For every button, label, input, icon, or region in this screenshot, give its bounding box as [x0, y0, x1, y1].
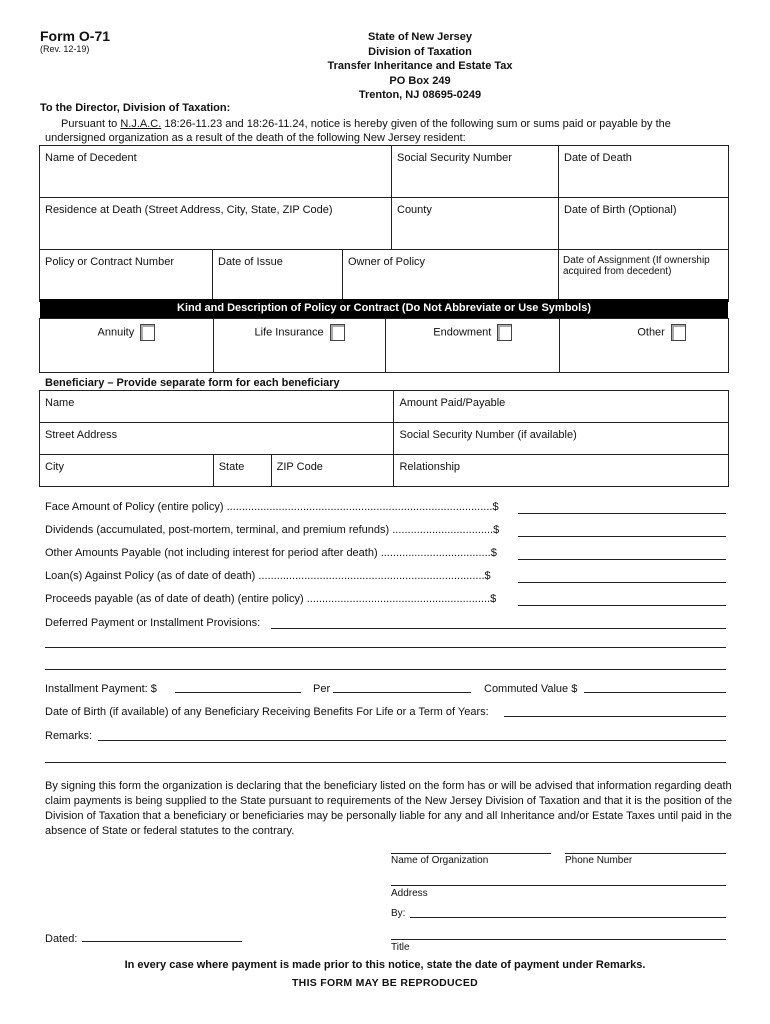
- ssn-label: Social Security Number: [397, 152, 512, 164]
- agency-line: Trenton, NJ 08695-0249: [358, 89, 482, 101]
- beneficiary-title: Beneficiary – Provide separate form for each beneficiary: [45, 377, 340, 389]
- city-field[interactable]: [40, 455, 214, 487]
- street-address-label: Street Address: [45, 429, 118, 441]
- other-checkbox[interactable]: [671, 324, 686, 341]
- remarks-label: Remarks:: [45, 730, 93, 742]
- date-of-assignment-field[interactable]: [559, 250, 729, 302]
- owner-label: Owner of Policy: [348, 256, 426, 268]
- state-field[interactable]: [213, 455, 271, 487]
- dob-label: Date of Birth (Optional): [564, 204, 677, 216]
- agency-address: [250, 30, 590, 103]
- decedent-name-label: Name of Decedent: [45, 152, 137, 164]
- installment-label: Installment Payment: $: [45, 683, 157, 695]
- decedent-name-field[interactable]: [40, 146, 392, 198]
- installment-line[interactable]: [175, 692, 301, 693]
- title-line[interactable]: [391, 939, 726, 940]
- per-line[interactable]: [333, 692, 471, 693]
- signing-declaration: By signing this form the organization is declaring that the beneficiary listed on the form has or will be advised that information regarding death claim payments is being supplied to the State pursuant to requirements of the New Jersey Division of Taxation and that it is the position of the Division of Taxation that a beneficiary or beneficiaries may be personally liable for any and all Inheritance and/or Estate Taxes until paid in the absence of State or federal statutes to the contrary.: [45, 780, 733, 837]
- org-name-label: Name of Organization: [391, 855, 489, 866]
- beneficiary-table: [39, 390, 729, 487]
- dated-label: Dated:: [45, 933, 78, 945]
- policy-number-field[interactable]: [40, 250, 213, 302]
- loans-label: Loan(s) Against Policy (as of date of death) ..........................................................................$: [45, 570, 491, 582]
- deferred-label: Deferred Payment or Installment Provisions:: [45, 617, 261, 629]
- county-field[interactable]: [392, 198, 559, 250]
- city-label: City: [45, 461, 64, 473]
- revision-date: (Rev. 12-19): [40, 44, 90, 54]
- beneficiary-ssn-label: Social Security Number (if available): [399, 429, 577, 441]
- face-amount-label: Face Amount of Policy (entire policy) .......................................................................................$: [45, 501, 499, 513]
- residence-label: Residence at Death (Street Address, City, State, ZIP Code): [45, 204, 333, 216]
- by-line[interactable]: [410, 917, 726, 918]
- njac-reference: N.J.A.C.: [120, 118, 162, 130]
- other-amounts-line[interactable]: [518, 559, 726, 560]
- ssn-field[interactable]: [392, 146, 559, 198]
- relationship-label: Relationship: [399, 461, 461, 473]
- address-label: Address: [391, 888, 428, 899]
- loans-line[interactable]: [518, 582, 726, 583]
- life-insurance-label: Life Insurance: [254, 326, 324, 339]
- dob-field[interactable]: [559, 198, 729, 250]
- annuity-checkbox[interactable]: [140, 324, 155, 341]
- life-insurance-checkbox[interactable]: [330, 324, 345, 341]
- beneficiary-ssn-field[interactable]: [394, 423, 729, 455]
- by-label: By:: [391, 908, 406, 919]
- per-label: Per: [313, 683, 331, 695]
- commuted-value-line[interactable]: [584, 692, 726, 693]
- other-option: [560, 319, 729, 373]
- life-insurance-option: [213, 319, 386, 373]
- proceeds-label: Proceeds payable (as of date of death) (entire policy) ............................................................$: [45, 593, 497, 605]
- agency-line: Transfer Inheritance and Estate Tax: [327, 60, 513, 72]
- beneficiary-name-label: Name: [45, 397, 75, 409]
- county-label: County: [397, 204, 432, 216]
- deferred-line-1[interactable]: [271, 628, 726, 629]
- phone-line[interactable]: [565, 853, 726, 854]
- relationship-field[interactable]: [394, 455, 729, 487]
- policy-kind-banner: Kind and Description of Policy or Contract (Do Not Abbreviate or Use Symbols): [40, 299, 728, 318]
- agency-line: State of New Jersey: [368, 31, 472, 43]
- date-of-death-field[interactable]: [559, 146, 729, 198]
- pursuant-post: 18:26-11.23 and 18:26-11.24, notice is hereby given of the following sum or sums paid or payable by the: [161, 118, 671, 130]
- pursuant-pre: Pursuant to: [61, 118, 121, 130]
- street-address-field[interactable]: [40, 423, 394, 455]
- pursuant-notice: [45, 117, 741, 145]
- state-label: State: [218, 461, 245, 473]
- dividends-label: Dividends (accumulated, post-mortem, terminal, and premium refunds) .................................$: [45, 524, 500, 536]
- zip-field[interactable]: [271, 455, 394, 487]
- form-id: Form O-71: [40, 28, 111, 44]
- addressee: To the Director, Division of Taxation:: [40, 102, 231, 114]
- zip-label: ZIP Code: [276, 461, 323, 473]
- beneficiary-name-field[interactable]: [40, 391, 394, 423]
- date-of-issue-label: Date of Issue: [218, 256, 283, 268]
- agency-line: Division of Taxation: [368, 45, 472, 58]
- deferred-line-2[interactable]: [45, 647, 726, 648]
- other-amounts-label: Other Amounts Payable (not including interest for period after death) ....................................$: [45, 547, 497, 559]
- beneficiary-dob-label: Date of Birth (if available) of any Beneficiary Receiving Benefits For Life or a Term of Years:: [45, 706, 489, 718]
- policy-kind-table: [39, 318, 729, 373]
- decedent-table: [39, 145, 729, 302]
- date-of-issue-field[interactable]: [213, 250, 343, 302]
- date-of-death-label: Date of Death: [564, 152, 632, 164]
- dated-line[interactable]: [82, 941, 242, 942]
- pursuant-line2: undersigned organization as a result of the death of the following New Jersey resident:: [45, 132, 466, 144]
- agency-line: PO Box 249: [389, 74, 451, 87]
- annuity-label: Annuity: [97, 326, 135, 339]
- org-name-line[interactable]: [391, 853, 551, 854]
- face-amount-line[interactable]: [518, 513, 726, 514]
- residence-field[interactable]: [40, 198, 392, 250]
- commuted-value-label: Commuted Value $: [484, 683, 578, 695]
- amount-paid-label: Amount Paid/Payable: [399, 397, 506, 409]
- annuity-option: [40, 319, 214, 373]
- date-of-assignment-label: Date of Assignment (If ownership acquired from decedent): [563, 255, 710, 277]
- amount-paid-field[interactable]: [394, 391, 729, 423]
- other-label: Other: [637, 326, 665, 339]
- endowment-label: Endowment: [433, 326, 492, 339]
- reproduce-note: THIS FORM MAY BE REPRODUCED: [291, 977, 479, 989]
- endowment-option: [386, 319, 560, 373]
- phone-label: Phone Number: [565, 855, 633, 866]
- policy-number-label: Policy or Contract Number: [45, 256, 174, 268]
- remarks-line-1[interactable]: [98, 740, 726, 741]
- address-line[interactable]: [391, 885, 726, 886]
- payment-note: In every case where payment is made prior to this notice, state the date of payment under Remarks.: [124, 959, 646, 971]
- deferred-line-3[interactable]: [45, 669, 726, 670]
- title-label: Title: [391, 942, 410, 953]
- remarks-line-2[interactable]: [45, 762, 726, 763]
- dividends-line[interactable]: [518, 536, 726, 537]
- owner-field[interactable]: [343, 250, 559, 302]
- beneficiary-dob-line[interactable]: [504, 716, 726, 717]
- proceeds-line[interactable]: [518, 605, 726, 606]
- endowment-checkbox[interactable]: [497, 324, 512, 341]
